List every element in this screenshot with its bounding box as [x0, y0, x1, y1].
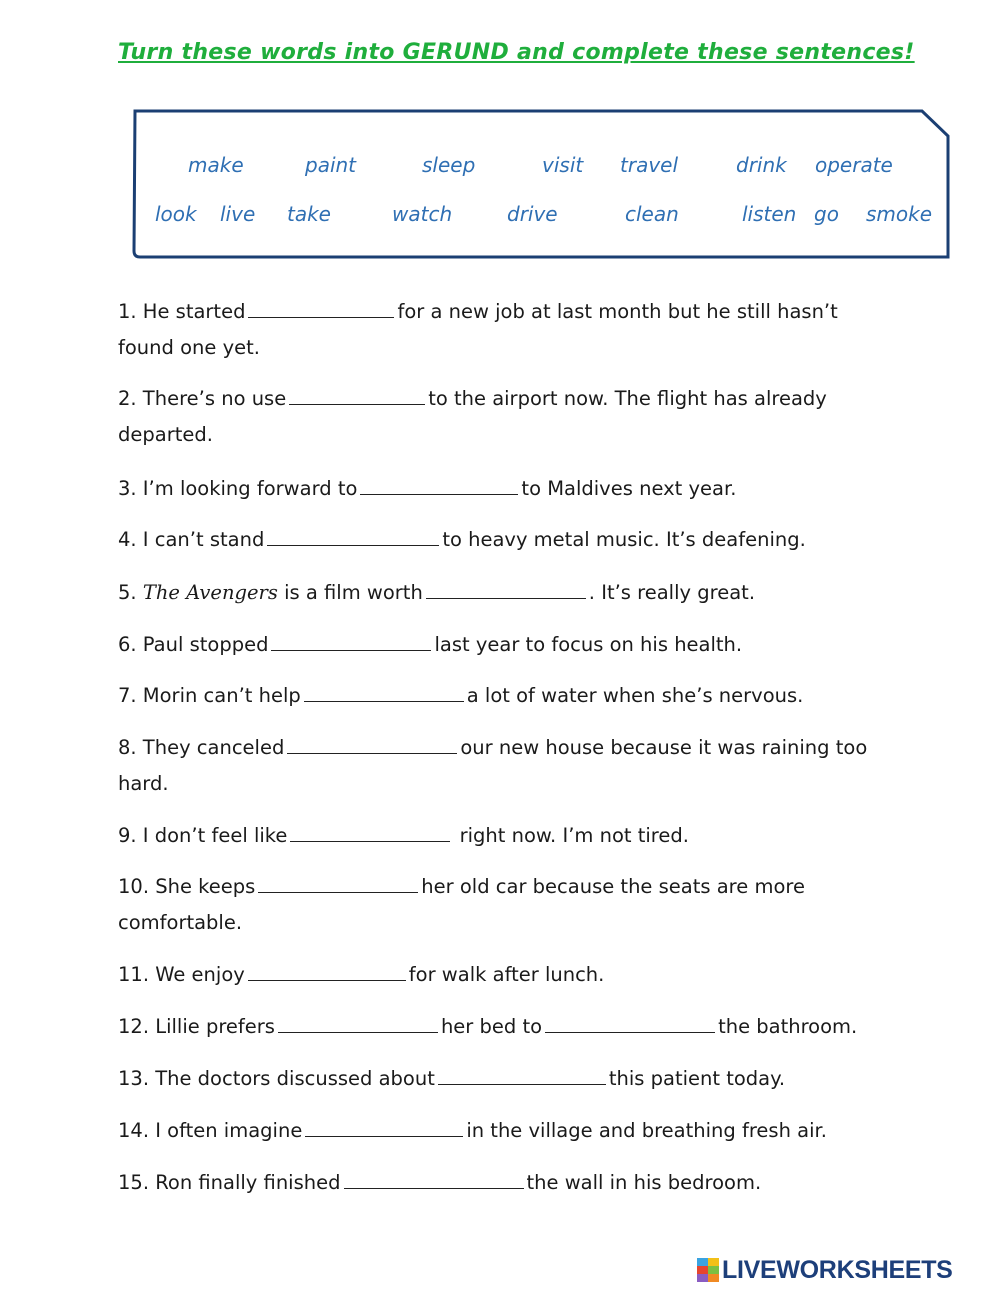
word-operate: operate — [815, 153, 893, 177]
question-11: 11. We enjoy for walk after lunch. — [118, 957, 958, 993]
word-sleep: sleep — [422, 153, 476, 177]
answer-blank[interactable] — [304, 681, 464, 702]
word-watch: watch — [392, 202, 453, 226]
word-look: look — [155, 202, 197, 226]
question-2: 2. There’s no use to the airport now. The flight has already departed. — [118, 381, 958, 453]
question-14: 14. I often imagine in the village and breathing fresh air. — [118, 1113, 958, 1149]
answer-blank[interactable] — [271, 630, 431, 651]
film-title: The Avengers — [142, 581, 278, 604]
question-3: 3. I’m looking forward to to Maldives next year. — [118, 471, 958, 507]
worksheet-title: Turn these words into GERUND and complete these sentences! — [118, 40, 915, 65]
question-8: 8. They canceled our new house because it was raining too hard. — [118, 730, 958, 802]
question-4: 4. I can’t stand to heavy metal music. It’s deafening. — [118, 522, 958, 558]
word-paint: paint — [305, 153, 357, 177]
word-listen: listen — [742, 202, 797, 226]
answer-blank[interactable] — [248, 960, 406, 981]
question-5: 5. The Avengers is a film worth . It’s really great. — [118, 575, 958, 611]
question-6: 6. Paul stopped last year to focus on his health. — [118, 627, 958, 663]
answer-blank[interactable] — [426, 578, 586, 599]
answer-blank[interactable] — [344, 1168, 524, 1189]
answer-blank[interactable] — [438, 1064, 606, 1085]
word-go: go — [814, 202, 839, 226]
answer-blank[interactable] — [290, 821, 450, 842]
blocks-icon — [697, 1258, 719, 1282]
answer-blank[interactable] — [305, 1116, 463, 1137]
word-live: live — [220, 202, 256, 226]
question-10: 10. She keeps her old car because the seats are more comfortable. — [118, 869, 958, 941]
answer-blank[interactable] — [248, 297, 394, 318]
question-13: 13. The doctors discussed about this patient today. — [118, 1061, 958, 1097]
question-15: 15. Ron finally finished the wall in his bedroom. — [118, 1165, 958, 1201]
question-12: 12. Lillie prefers her bed to the bathroom. — [118, 1009, 958, 1045]
answer-blank[interactable] — [287, 733, 457, 754]
word-take: take — [287, 202, 331, 226]
answer-blank[interactable] — [545, 1012, 715, 1033]
answer-blank[interactable] — [289, 384, 425, 405]
question-7: 7. Morin can’t help a lot of water when she’s nervous. — [118, 678, 958, 714]
liveworksheets-logo[interactable] — [697, 1255, 953, 1285]
question-1: 1. He started for a new job at last month but he still hasn’t found one yet. — [118, 294, 958, 366]
word-smoke: smoke — [866, 202, 933, 226]
answer-blank[interactable] — [258, 872, 418, 893]
brand-name: LIVEWORKSHEETS — [722, 1255, 953, 1284]
word-clean: clean — [625, 202, 679, 226]
word-travel: travel — [620, 153, 679, 177]
answer-blank[interactable] — [360, 474, 518, 495]
word-drive: drive — [507, 202, 558, 226]
question-9: 9. I don’t feel like right now. I’m not tired. — [118, 818, 958, 854]
answer-blank[interactable] — [278, 1012, 438, 1033]
word-visit: visit — [542, 153, 584, 177]
word-drink: drink — [736, 153, 787, 177]
word-make: make — [188, 153, 244, 177]
answer-blank[interactable] — [267, 525, 439, 546]
